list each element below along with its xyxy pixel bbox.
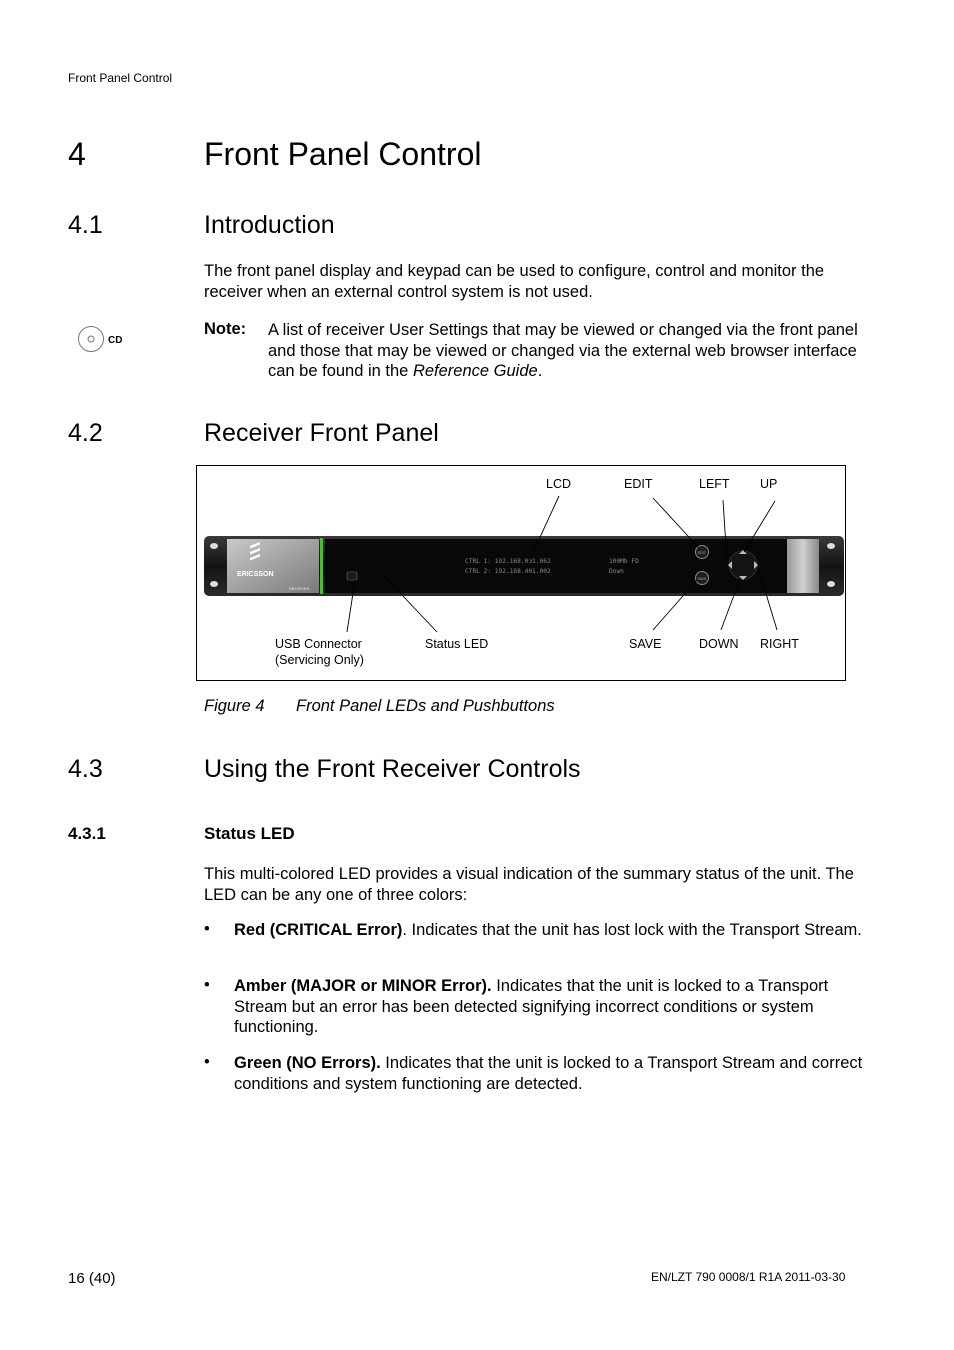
- rack-hole: [210, 581, 218, 587]
- label-up: UP: [760, 477, 778, 491]
- lcd4: Down: [609, 568, 624, 575]
- running-header: Front Panel Control: [68, 71, 173, 85]
- lcd3: 100Mb FD: [609, 558, 639, 565]
- save-btn-text: SAVE: [697, 577, 707, 581]
- front-panel-figure: [196, 465, 846, 681]
- section-4-3-number: 4.3: [68, 755, 103, 783]
- figure-caption-text: Front Panel LEDs and Pushbuttons: [296, 697, 555, 715]
- lcd1: CTRL 1: 192.168.001.062: [465, 558, 551, 565]
- document-date: 2011-03-30: [784, 1270, 846, 1284]
- label-usb-line2: (Servicing Only): [275, 653, 364, 667]
- label-down: DOWN: [699, 637, 739, 651]
- bullet-marker: •: [204, 1053, 210, 1071]
- right-panel-block: [787, 539, 819, 593]
- label-usb-connector: [275, 636, 364, 668]
- label-left: LEFT: [699, 477, 730, 491]
- bullet-green-title: Green (NO Errors).: [234, 1054, 381, 1072]
- section-4-1-title: Introduction: [204, 211, 335, 239]
- section-4-1-number: 4.1: [68, 211, 103, 239]
- section-4-3-title: Using the Front Receiver Controls: [204, 755, 581, 783]
- section-4-2-title: Receiver Front Panel: [204, 419, 439, 447]
- rack-hole: [827, 543, 835, 549]
- rack-hole: [827, 581, 835, 587]
- bullet-red-title: Red (CRITICAL Error): [234, 921, 403, 939]
- cd-icon: [76, 325, 126, 353]
- label-usb-line1: USB Connector: [275, 637, 362, 651]
- usb-connector: [347, 572, 357, 580]
- figure-caption-label: Figure 4: [204, 697, 265, 715]
- nav-pad: [729, 551, 757, 579]
- chapter-title: Front Panel Control: [204, 136, 482, 172]
- document-number: EN/LZT 790 0008/1 R1A: [651, 1270, 785, 1284]
- bullet-red: [234, 920, 864, 941]
- brand-text: ERICSSON: [237, 571, 274, 578]
- status-led-paragraph: This multi-colored LED provides a visual indication of the summary status of the unit. The LED can be any one of three colors:: [204, 865, 854, 904]
- green-status-stripe: [320, 538, 323, 594]
- cd-text: CD: [108, 335, 123, 346]
- model-text: RECEIVER: [289, 586, 310, 591]
- bullet-marker: •: [204, 920, 210, 938]
- label-lcd: LCD: [546, 477, 572, 491]
- label-save: SAVE: [629, 637, 662, 651]
- reference-guide-text: Reference Guide: [412, 362, 538, 380]
- section-4-3-1-number: 4.3.1: [68, 824, 106, 843]
- bullet-green-text: Indicates that the unit is locked to a Transport Stream and correct conditions and system functioning are detected.: [234, 1054, 863, 1093]
- bullet-green: [234, 1053, 864, 1094]
- bullet-marker: •: [204, 976, 210, 994]
- section-4-2-number: 4.2: [68, 419, 103, 447]
- edit-btn-text: EDIT: [698, 551, 706, 555]
- note-label: Note:: [204, 320, 247, 338]
- label-status-led: Status LED: [425, 637, 489, 651]
- lcd2: CTRL 2: 192.168.001.002: [465, 568, 551, 575]
- label-right: RIGHT: [760, 637, 799, 651]
- bullet-red-text: . Indicates that the unit has lost lock with the Transport Stream.: [402, 921, 862, 939]
- document-id: [651, 1270, 845, 1284]
- label-edit: EDIT: [624, 477, 653, 491]
- note-period: .: [537, 362, 543, 380]
- bullet-amber-text: Indicates that the unit is locked to a Transport Stream but an error has been detected signifying incorrect conditions or system functioning.: [234, 977, 829, 1036]
- logo-block: [227, 539, 319, 593]
- page-number: 16 (40): [68, 1270, 116, 1287]
- note-text: A list of receiver User Settings that may be viewed or changed via the front panel and those that may be viewed or changed via the external web browser interface can be found in the: [268, 321, 858, 380]
- rack-hole: [210, 543, 218, 549]
- note-body: [268, 320, 868, 382]
- bullet-amber: [234, 976, 864, 1038]
- display-window: [325, 539, 787, 593]
- section-4-3-1-title: Status LED: [204, 824, 295, 843]
- intro-paragraph: The front panel display and keypad can be used to configure, control and monitor the receiver when an external control system is not used.: [204, 262, 825, 301]
- bullet-amber-title: Amber (MAJOR or MINOR Error).: [234, 977, 492, 995]
- chapter-number: 4: [68, 136, 86, 172]
